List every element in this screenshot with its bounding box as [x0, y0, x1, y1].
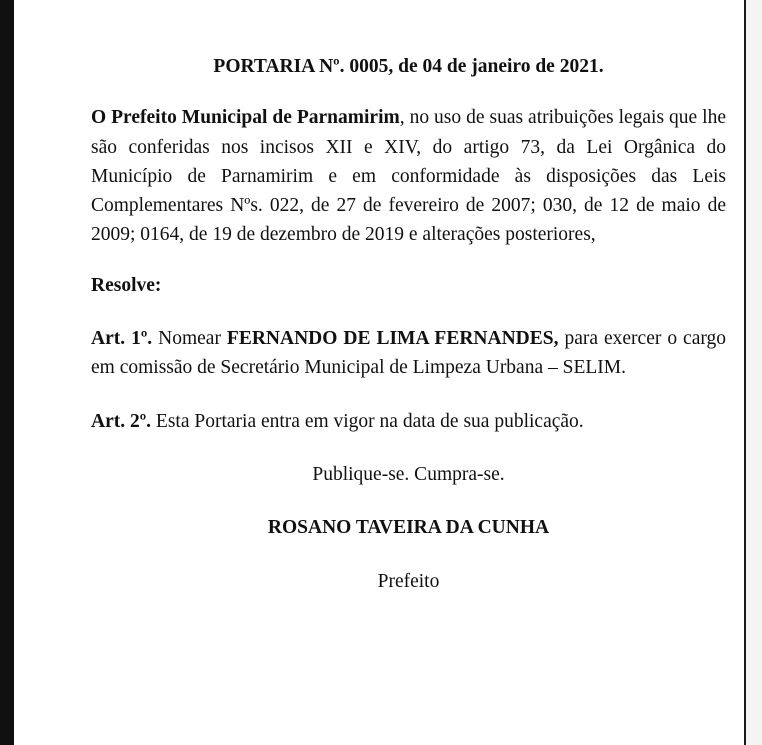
- article-1-label: Art. 1º.: [91, 328, 153, 350]
- closing-text: Publique-se. Cumpra-se.: [312, 463, 505, 485]
- article-2: Art. 2º. Esta Portaria entra em vigor na data de sua publicação.: [91, 410, 584, 432]
- preamble-text: , no uso de suas atribuições legais que lhe são conferidas nos incisos XII e XIV, do artigo 73, da Lei Orgânica do Município de Parnamirim e em conformidade às disposições das Leis Complementares Nºs. 022, de 27 de fevereiro de 2007; 030, de 12 de maio de 2009; 0164, de 19 de dezembro de 2019 e alterações posteriores,: [91, 107, 726, 246]
- preamble-subject: O Prefeito Municipal de Parnamirim: [91, 107, 400, 129]
- document-body: [91, 52, 726, 596]
- signatory-name: ROSANO TAVEIRA DA CUNHA: [267, 517, 550, 539]
- appointee-name: FERNANDO DE LIMA FERNANDES,: [226, 328, 559, 350]
- signatory-role: Prefeito: [377, 570, 440, 592]
- document-title: PORTARIA Nº. 0005, de 04 de janeiro de 2021.: [213, 56, 604, 77]
- preamble-paragraph: [91, 103, 726, 249]
- left-border: [0, 0, 14, 745]
- article-1: Art. 1º. Nomear FERNANDO DE LIMA FERNANDES, para exercer o cargo em comissão de Secretário Municipal de Limpeza Urbana – SELIM.: [91, 328, 727, 379]
- resolve-heading: Resolve:: [91, 274, 162, 296]
- article-2-label: Art. 2º.: [91, 410, 152, 432]
- right-margin: [746, 0, 762, 745]
